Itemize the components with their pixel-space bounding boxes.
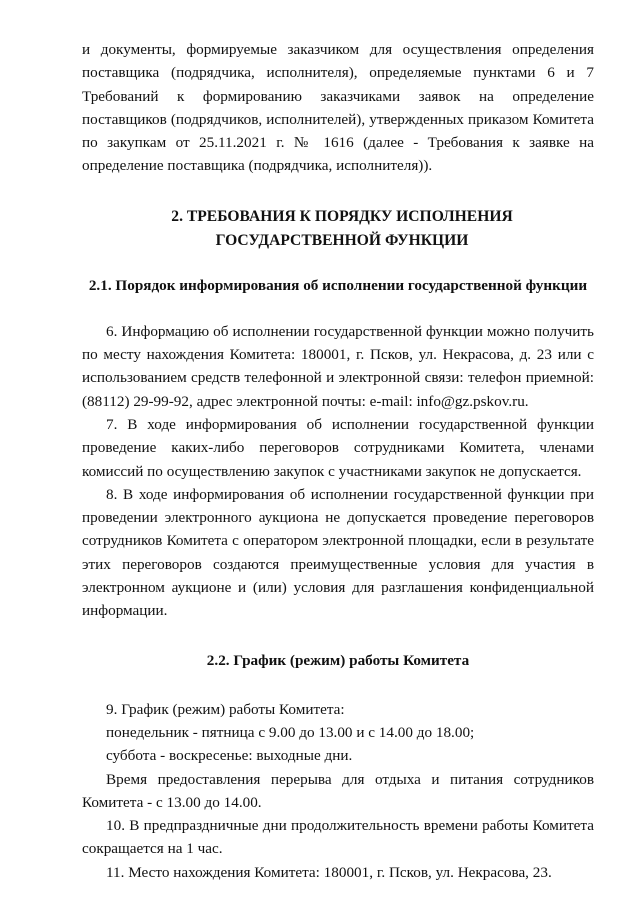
paragraph-9: 9. График (режим) работы Комитета: [106, 700, 345, 718]
section-title-line1: 2. ТРЕБОВАНИЯ К ПОРЯДКУ ИСПОЛНЕНИЯ [171, 207, 513, 225]
subsection-2-title: 2.2. График (режим) работы Комитета [206, 651, 470, 669]
intro-paragraph: и документы, формируемые заказчиком для осуществления определения поставщика (подрядчика, исполнителя), определяемые пунктами 6 и 7 Требований к формированию заказчиками заявок на определение поставщиков (подрядчиков, исполнителей), утвержденных приказом Комитета по закупкам от 25.11.2021 г. № 1616 (далее - Требования к заявке на определение поставщика (подрядчика, исполнителя)). [82, 41, 594, 175]
paragraph-9-weekdays: понедельник - пятница с 9.00 до 13.00 и с 14.00 до 18.00; [106, 723, 475, 741]
paragraph-11: 11. Место нахождения Комитета: 180001, г. Псков, ул. Некрасова, 23. [106, 863, 552, 881]
subsection-1-title: 2.1. Порядок информирования об исполнении государственной функции [88, 276, 588, 294]
section-title [82, 205, 594, 253]
document-page [82, 38, 594, 884]
paragraph-9-break: Время предоставления перерыва для отдыха и питания сотрудников Комитета - с 13.00 до 14.00. [82, 770, 594, 811]
paragraph-8: 8. В ходе информирования об исполнении государственной функции при проведении электронного аукциона не допускается проведение переговоров сотрудников Комитета с оператором электронной площадки, если в результате этих переговоров создаются преимущественные условия для участия в электронном аукционе и (или) условия для разглашения конфиденциальной информации. [82, 485, 594, 620]
paragraph-7: 7. В ходе информирования об исполнении государственной функции проведение каких-либо переговоров сотрудниками Комитета, членами комиссий по осуществлению закупок с участниками закупок не допускается. [82, 415, 594, 480]
paragraph-10: 10. В предпраздничные дни продолжительность времени работы Комитета сокращается на 1 час. [82, 817, 594, 858]
paragraph-6: 6. Информацию об исполнении государственной функции можно получить по месту нахождения Комитета: 180001, г. Псков, ул. Некрасова, д. 23 или с использованием средств телефонной и электронной связи: телефон приемной: (88112) 29-99-92, адрес электронной почты: e-mail: info@gz.pskov.ru. [82, 322, 594, 410]
section-title-line2: ГОСУДАРСТВЕННОЙ ФУНКЦИИ [215, 231, 469, 249]
paragraph-9-weekend: суббота - воскресенье: выходные дни. [106, 747, 353, 765]
